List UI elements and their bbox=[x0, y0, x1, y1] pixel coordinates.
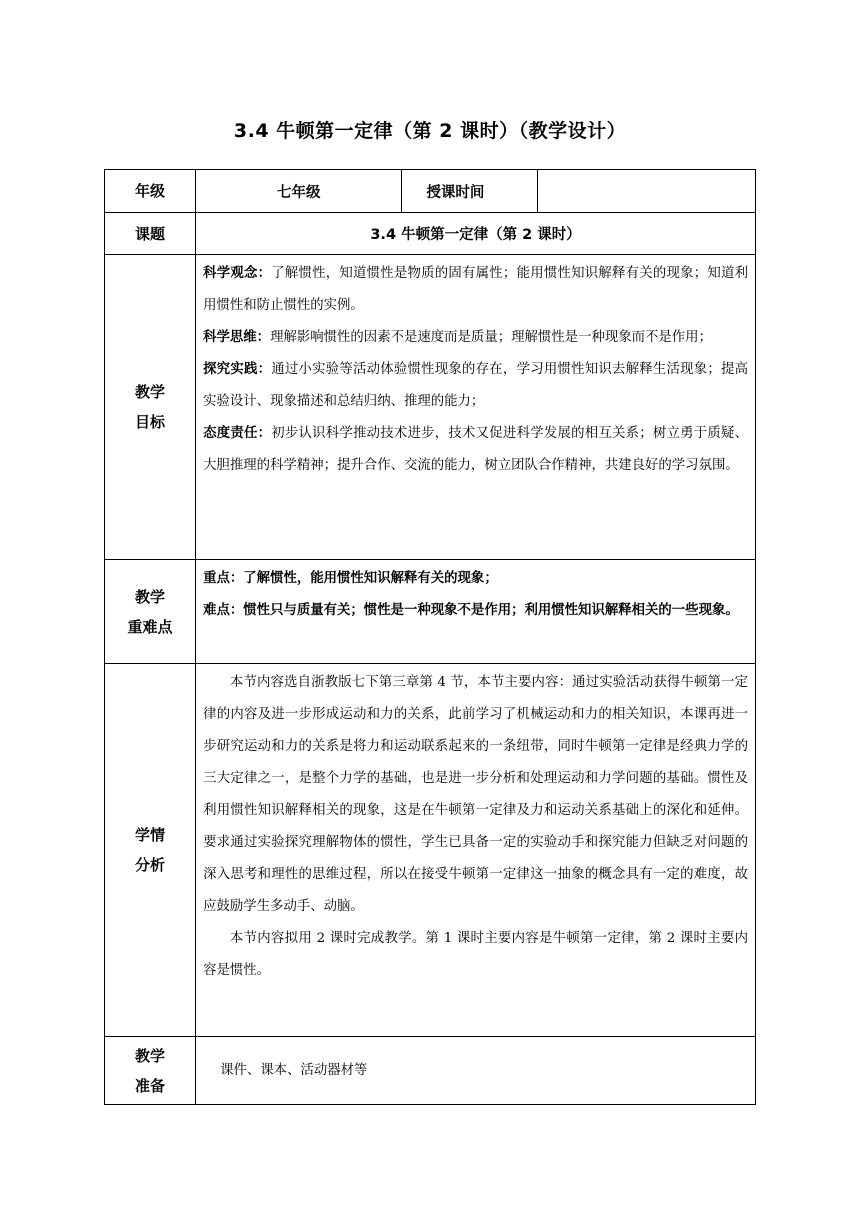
document-title: 3.4 牛顿第一定律（第 2 课时）（教学设计） bbox=[233, 120, 627, 142]
keypoints-row bbox=[105, 560, 756, 664]
analysis-label: 学情 分析 bbox=[105, 664, 196, 1037]
keypoints-content bbox=[196, 560, 756, 664]
topic-row bbox=[105, 213, 756, 255]
goal-item: 科学观念：了解惯性，知道惯性是物质的固有属性；能用惯性知识解释有关的现象；知道利用惯性和防止惯性的实例。 bbox=[203, 266, 748, 313]
analysis-row bbox=[105, 664, 756, 1037]
grade-row bbox=[105, 170, 756, 213]
goals-label: 教学 目标 bbox=[105, 255, 196, 560]
lesson-plan-table bbox=[104, 169, 756, 1105]
analysis-paragraph: 本节内容拟用 2 课时完成教学。第 1 课时主要内容是牛顿第一定律，第 2 课时主要内容是惯性。 bbox=[203, 931, 748, 978]
prep-value: 课件、课本、活动器材等 bbox=[220, 1062, 368, 1078]
prep-row bbox=[105, 1037, 756, 1105]
keypoint-item: 难点：惯性只与质量有关；惯性是一种现象不是作用；利用惯性知识解释相关的一些现象。 bbox=[203, 603, 739, 618]
analysis-content bbox=[196, 664, 756, 1037]
prep-label: 教学 准备 bbox=[105, 1037, 196, 1105]
goal-item: 态度责任：初步认识科学推动技术进步，技术又促进科学发展的相互关系；树立勇于质疑、大胆推理的科学精神；提升合作、交流的能力，树立团队合作精神，共建良好的学习氛围。 bbox=[203, 426, 748, 473]
time-value bbox=[537, 170, 755, 213]
grade-value: 七年级 bbox=[196, 170, 402, 213]
prep-content bbox=[196, 1037, 756, 1105]
time-label: 授课时间 bbox=[402, 170, 537, 213]
goals-content bbox=[196, 255, 756, 560]
topic-value: 3.4 牛顿第一定律（第 2 课时） bbox=[196, 213, 756, 255]
goal-item: 科学思维：理解影响惯性的因素不是速度而是质量；理解惯性是一种现象而不是作用； bbox=[203, 330, 712, 345]
goals-row bbox=[105, 255, 756, 560]
goal-item: 探究实践：通过小实验等活动体验惯性现象的存在，学习用惯性知识去解释生活现象；提高实验设计、现象描述和总结归纳、推理的能力； bbox=[203, 362, 748, 409]
grade-label: 年级 bbox=[105, 170, 196, 213]
keypoint-item: 重点：了解惯性，能用惯性知识解释有关的现象； bbox=[203, 571, 498, 586]
keypoints-label: 教学 重难点 bbox=[105, 560, 196, 664]
analysis-paragraph: 本节内容选自浙教版七下第三章第 4 节，本节主要内容：通过实验活动获得牛顿第一定律的内容及进一步形成运动和力的关系，此前学习了机械运动和力的相关知识，本课再进一步研究运动和力的关系是将力和运动联系起来的一条纽带，同时牛顿第一定律是经典力学的三大定律之一，是整个力学的基础，也是进一步分析和处理运动和力学问题的基础。惯性及利用惯性知识解释相关的现象，这是在牛顿第一定律及力和运动关系基础上的深化和延伸。要求通过实验探究理解物体的惯性，学生已具备一定的实验动手和探究能力但缺乏对问题的深入思考和理性的思维过程，所以在接受牛顿第一定律这一抽象的概念具有一定的难度，故应鼓励学生多动手、动脑。 bbox=[203, 675, 748, 914]
topic-label: 课题 bbox=[105, 213, 196, 255]
